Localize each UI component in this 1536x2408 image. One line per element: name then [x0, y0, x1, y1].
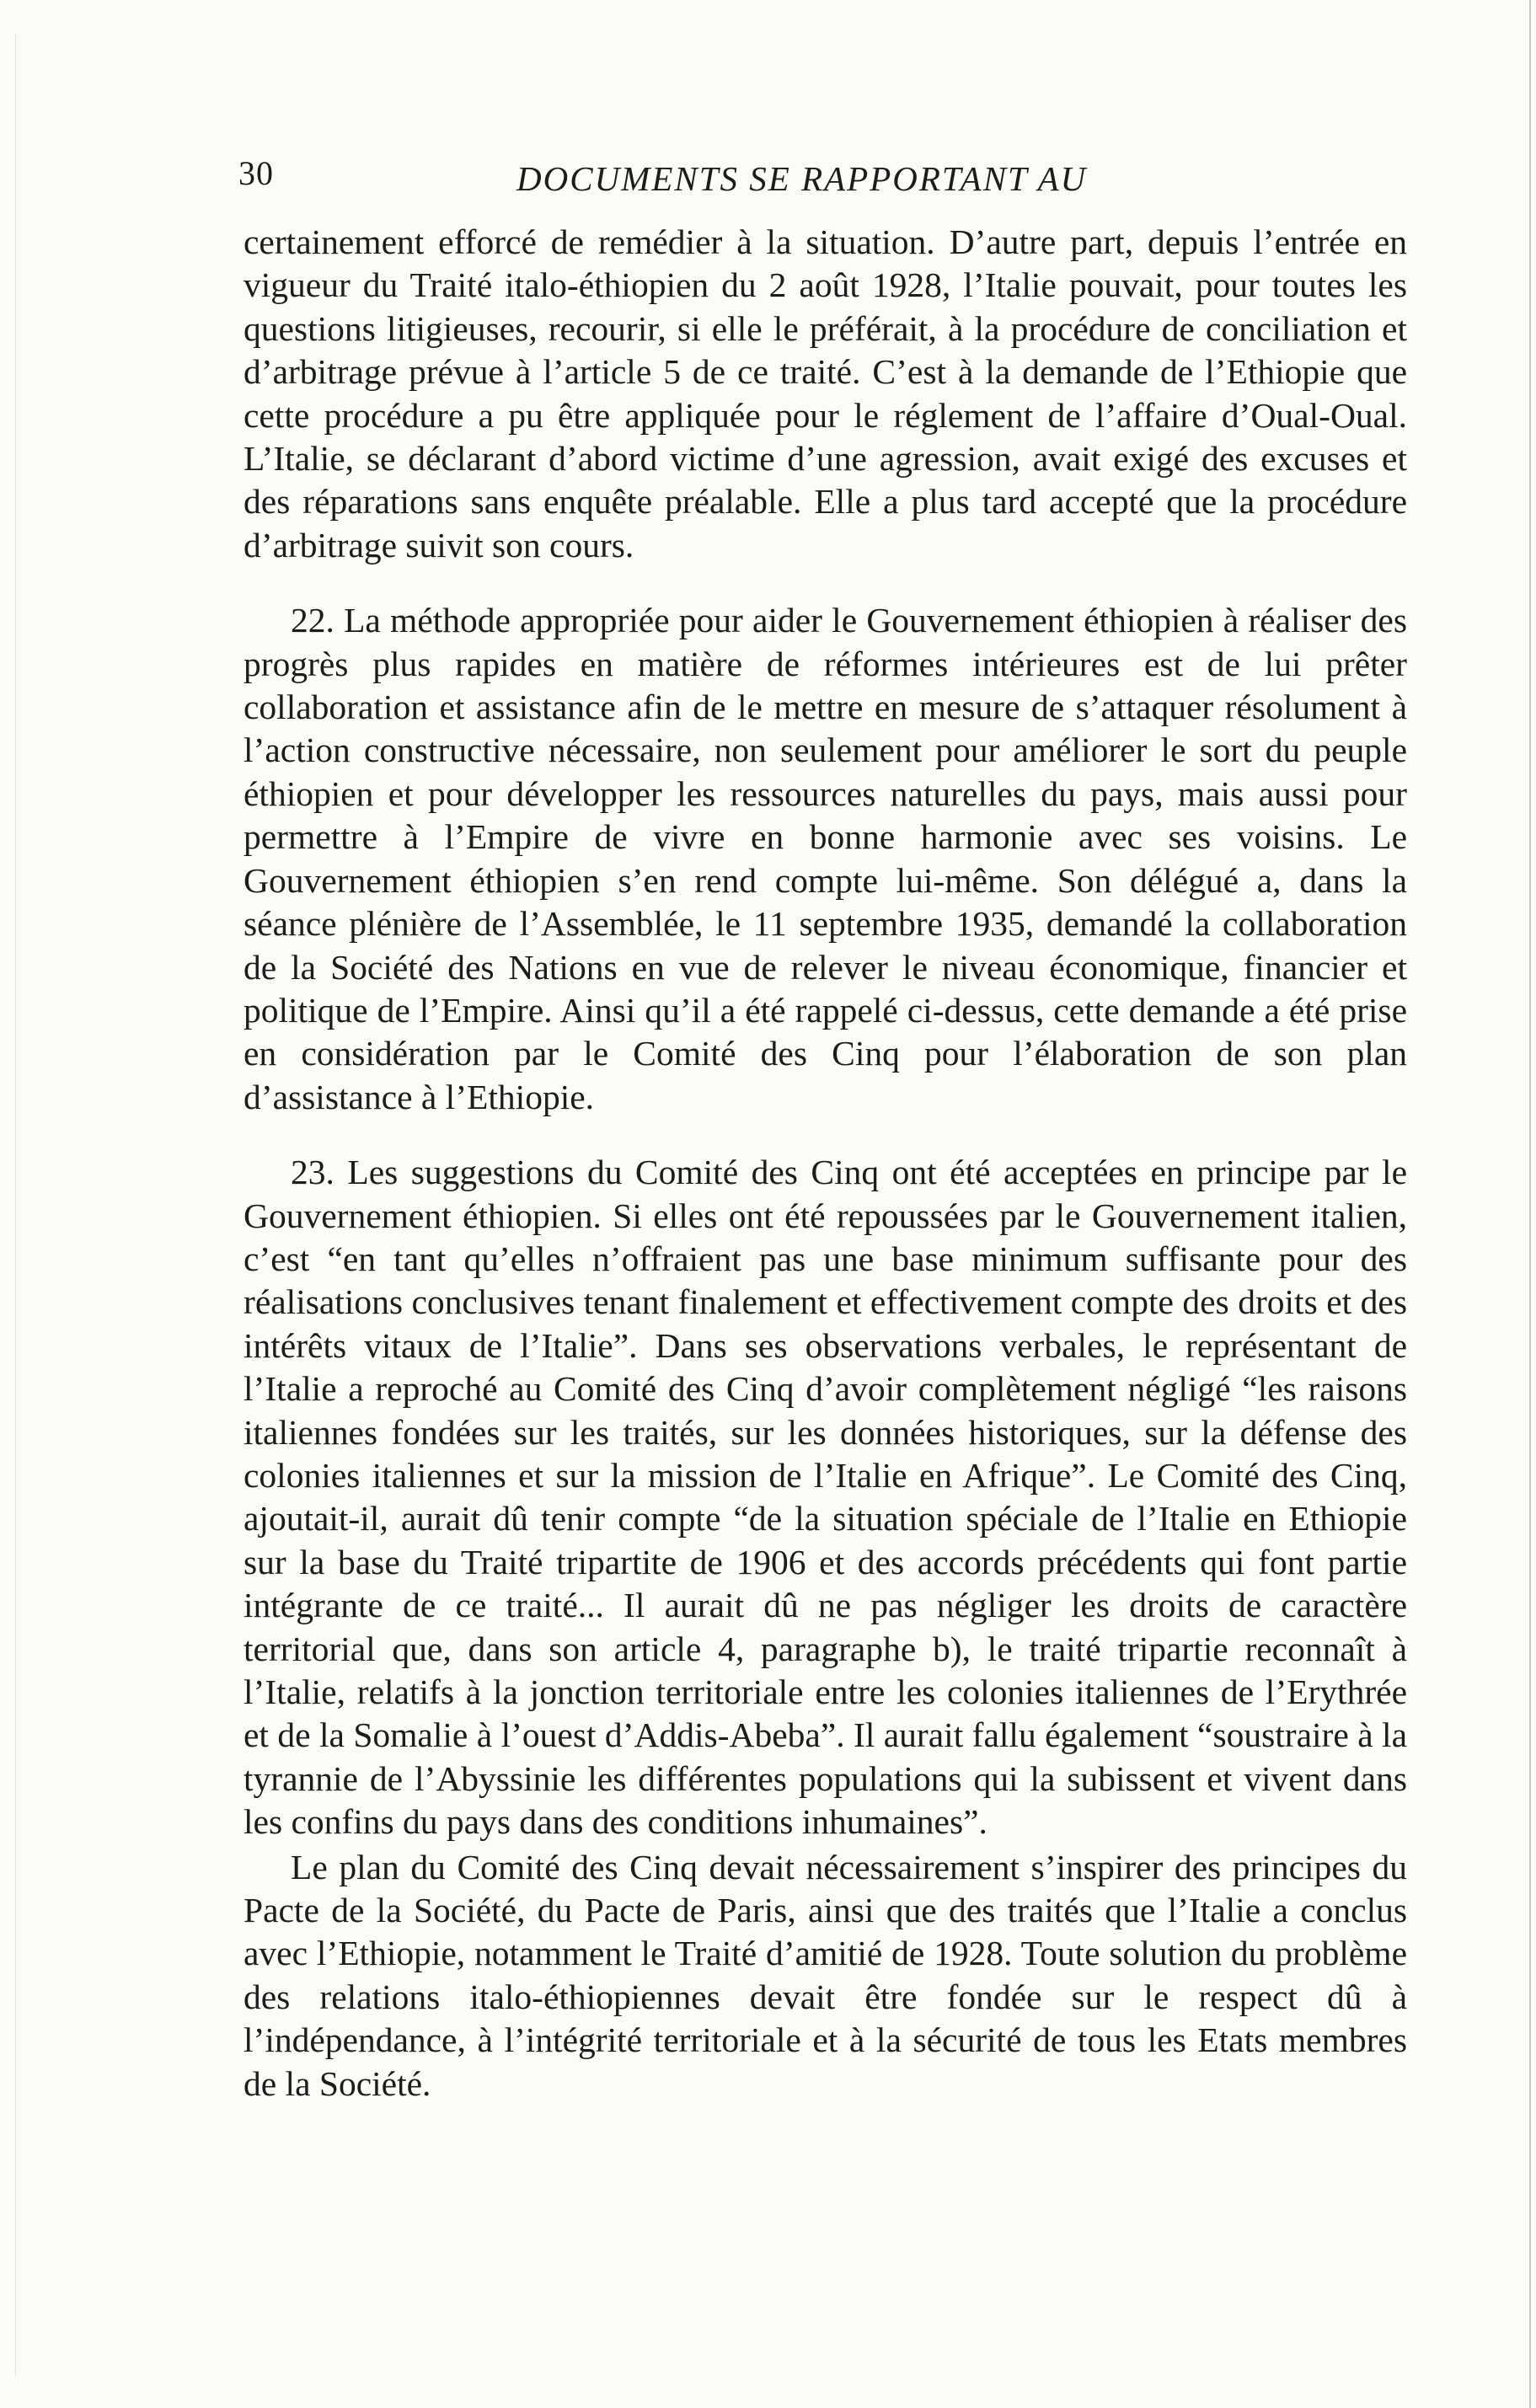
paragraph-23: 23. Les suggestions du Comité des Cinq ont été acceptées en principe par le Gouvernement éthiopien. Si elles ont été repoussées par le Gouvernement italien, c’est “en tant qu’elles n’offraient pas une base minimum suffisante pour des réalisations conclusives tenant finalement et effectivement compte des droits et des intérêts vitaux de l’Italie”. Dans ses observations verbales, le représentant de l’Italie a reproché au Comité des Cinq d’avoir complètement négligé “les raisons italiennes fondées sur les traités, sur les données historiques, sur la défense des colonies italiennes et sur la mission de l’Italie en Afrique”. Le Comité des Cinq, ajoutait-il, aurait dû tenir compte “de la situation spéciale de l’Italie en Ethiopie sur la base du Traité tripartite de 1906 et des accords précédents qui font partie intégrante de ce traité... Il aurait dû ne pas négliger les droits de caractère territorial que, dans son article 4, paragraphe b), le traité tripartie reconnaît à l’Italie, relatifs à la jonction territoriale entre les colonies italiennes de l’Erythrée et de la Somalie à l’ouest d’Addis-Abeba”. Il aurait fallu également “soustraire à la tyrannie de l’Abyssinie les différentes populations qui la subissent et vivent dans les confins du pays dans des conditions inhumaines”. — [244, 1153, 1407, 1842]
body-text — [244, 221, 1407, 2106]
paragraph-plan: Le plan du Comité des Cinq devait nécessairement s’inspirer des principes du Pacte de la Société, du Pacte de Paris, ainsi que des traités que l’Italie a conclus avec l’Ethiopie, notamment le Traité d’amitié de 1928. Toute solution du problème des relations italo-éthiopiennes devait être fondée sur le respect dû à l’indépendance, à l’intégrité territoriale et à la sécurité de tous les Etats membres de la Société. — [244, 1847, 1407, 2103]
page-edge-shadow — [15, 34, 16, 2376]
paragraph-22: 22. La méthode appropriée pour aider le Gouvernement éthiopien à réaliser des progrès plus rapides en matière de réformes intérieures est de lui prêter collaboration et assistance afin de le mettre en mesure de s’attaquer résolument à l’action constructive nécessaire, non seulement pour améliorer le sort du peuple éthiopien et pour développer les ressources naturelles du pays, mais aussi pour permettre à l’Empire de vivre en bonne harmonie avec ses voisins. Le Gouvernement éthiopien s’en rend compte lui-même. Son délégué a, dans la séance plénière de l’Assemblée, le 11 septembre 1935, demandé la collaboration de la Société des Nations en vue de relever le niveau économique, financier et politique de l’Empire. Ainsi qu’il a été rappelé ci-dessus, cette demande a été prise en considération par le Comité des Cinq pour l’élaboration de son plan d’assistance à l’Ethiopie. — [244, 601, 1407, 1116]
running-head — [238, 150, 1410, 201]
running-title: DOCUMENTS SE RAPPORTANT AU — [516, 159, 1088, 198]
page-edge-line — [1529, 0, 1531, 2408]
page-number: 30 — [238, 154, 274, 192]
paragraph-continuation: certainement efforcé de remédier à la situation. D’autre part, depuis l’entrée en vigueur du Traité italo-éthiopien du 2 août 1928, l’Italie pouvait, pour toutes les questions litigieuses, recourir, si elle le préférait, à la procédure de conciliation et d’arbitrage prévue à l’article 5 de ce traité. C’est à la demande de l’Ethiopie que cette procédure a pu être appliquée pour le réglement de l’affaire d’Oual-Oual. L’Italie, se déclarant d’abord victime d’une agression, avait exigé des excuses et des réparations sans enquête préalable. Elle a plus tard accepté que la procédure d’arbitrage suivit son cours. — [244, 222, 1407, 565]
